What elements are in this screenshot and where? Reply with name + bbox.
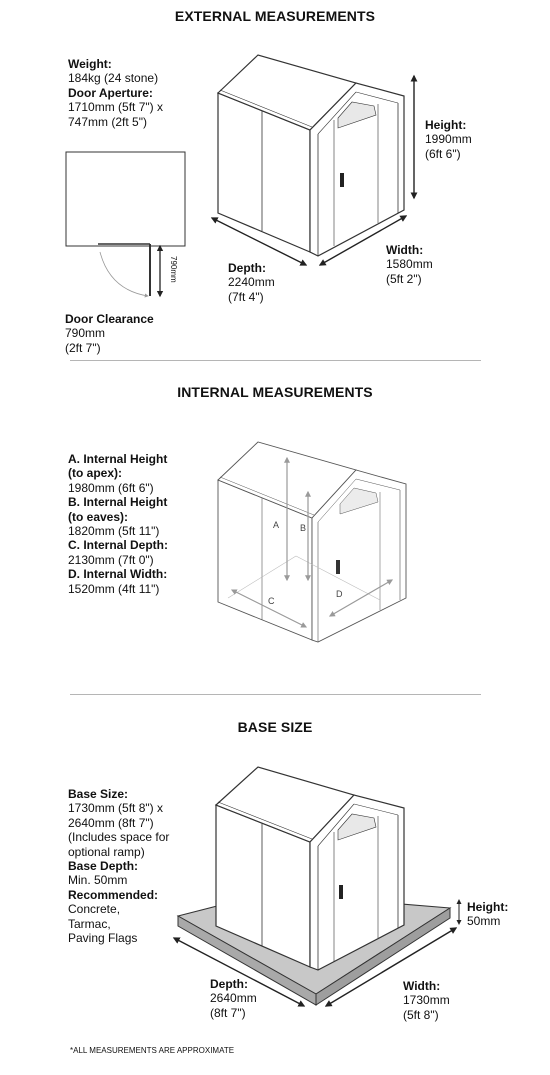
base-depth-label: Base Depth:: [68, 859, 139, 874]
base-depth-value: Min. 50mm: [68, 873, 128, 888]
internal-a-label-1: A. Internal Height: [68, 452, 168, 466]
door-clearance-value-2: (2ft 7"): [65, 340, 101, 355]
external-height-value-1: 1990mm: [425, 132, 472, 147]
internal-shed-drawing: [218, 442, 406, 642]
internal-a-label-2: (to apex):: [68, 466, 122, 481]
external-width-value-2: (5ft 2"): [386, 271, 422, 286]
base-size-value-2: 2640mm (8ft 7"): [68, 815, 154, 830]
external-depth-value-1: 2240mm: [228, 275, 275, 290]
internal-d-label: D. Internal Width:: [68, 567, 168, 582]
external-height-value-2: (6ft 6"): [425, 146, 461, 161]
internal-letter-c: C: [268, 596, 275, 606]
door-clearance-plan: [66, 152, 185, 296]
door-clearance-value-1: 790mm: [65, 326, 106, 341]
recommended-item-concrete: Concrete,: [68, 902, 121, 917]
recommended-label: Recommended:: [68, 887, 159, 902]
base-depth-dim-value-2: (8ft 7"): [210, 1005, 246, 1020]
internal-b-label-2: (to eaves):: [68, 509, 129, 524]
internal-c-label: C. Internal Depth:: [68, 538, 169, 553]
base-depth-dim-label: Depth:: [210, 977, 248, 991]
door-aperture-label: Door Aperture:: [68, 85, 153, 100]
external-width-value-1: 1580mm: [386, 257, 433, 272]
weight-value: 184kg (24 stone): [68, 71, 159, 86]
base-section-title: BASE SIZE: [237, 719, 313, 735]
base-size-value-3: (Includes space for: [68, 830, 170, 845]
base-size-value-1: 1730mm (5ft 8") x: [68, 801, 163, 816]
internal-a-value: 1980mm (6ft 6"): [68, 480, 154, 495]
external-section-title: EXTERNAL MEASUREMENTS: [174, 8, 376, 24]
base-width-dim-label: Width:: [403, 979, 441, 993]
recommended-item-paving: Paving Flags: [68, 931, 138, 946]
internal-letter-b: B: [300, 523, 307, 533]
external-depth-label: Depth:: [228, 261, 266, 275]
internal-section-title: INTERNAL MEASUREMENTS: [177, 384, 373, 400]
door-clearance-label: Door Clearance: [65, 312, 154, 326]
base-depth-dim-value-1: 2640mm: [210, 991, 257, 1006]
internal-letter-a: A: [273, 520, 280, 530]
base-width-dim-value-1: 1730mm: [403, 993, 450, 1008]
external-depth-value-2: (7ft 4"): [228, 289, 264, 304]
base-height-value: 50mm: [467, 914, 501, 929]
base-size-label: Base Size:: [68, 787, 129, 801]
recommended-item-tarmac: Tarmac,: [68, 916, 111, 931]
internal-c-value: 2130mm (7ft 0"): [68, 552, 154, 567]
external-shed-drawing: [218, 55, 404, 256]
base-width-dim-value-2: (5ft 8"): [403, 1007, 439, 1022]
door-clearance-rotated-label: 790mm: [169, 256, 178, 283]
door-aperture-value-1: 1710mm (5ft 7") x: [68, 100, 163, 115]
base-height-label: Height:: [467, 900, 509, 914]
base-size-value-4: optional ramp): [68, 844, 145, 859]
door-aperture-value-2: 747mm (2ft 5"): [68, 114, 147, 129]
weight-label: Weight:: [68, 57, 112, 71]
internal-d-value: 1520mm (4ft 11"): [68, 581, 160, 596]
external-width-label: Width:: [386, 243, 424, 257]
internal-b-value: 1820mm (5ft 11"): [68, 524, 160, 539]
external-height-label: Height:: [425, 118, 467, 132]
footnote: *ALL MEASUREMENTS ARE APPROXIMATE: [70, 1046, 235, 1055]
internal-b-label-1: B. Internal Height: [68, 495, 168, 510]
internal-letter-d: D: [336, 589, 343, 599]
